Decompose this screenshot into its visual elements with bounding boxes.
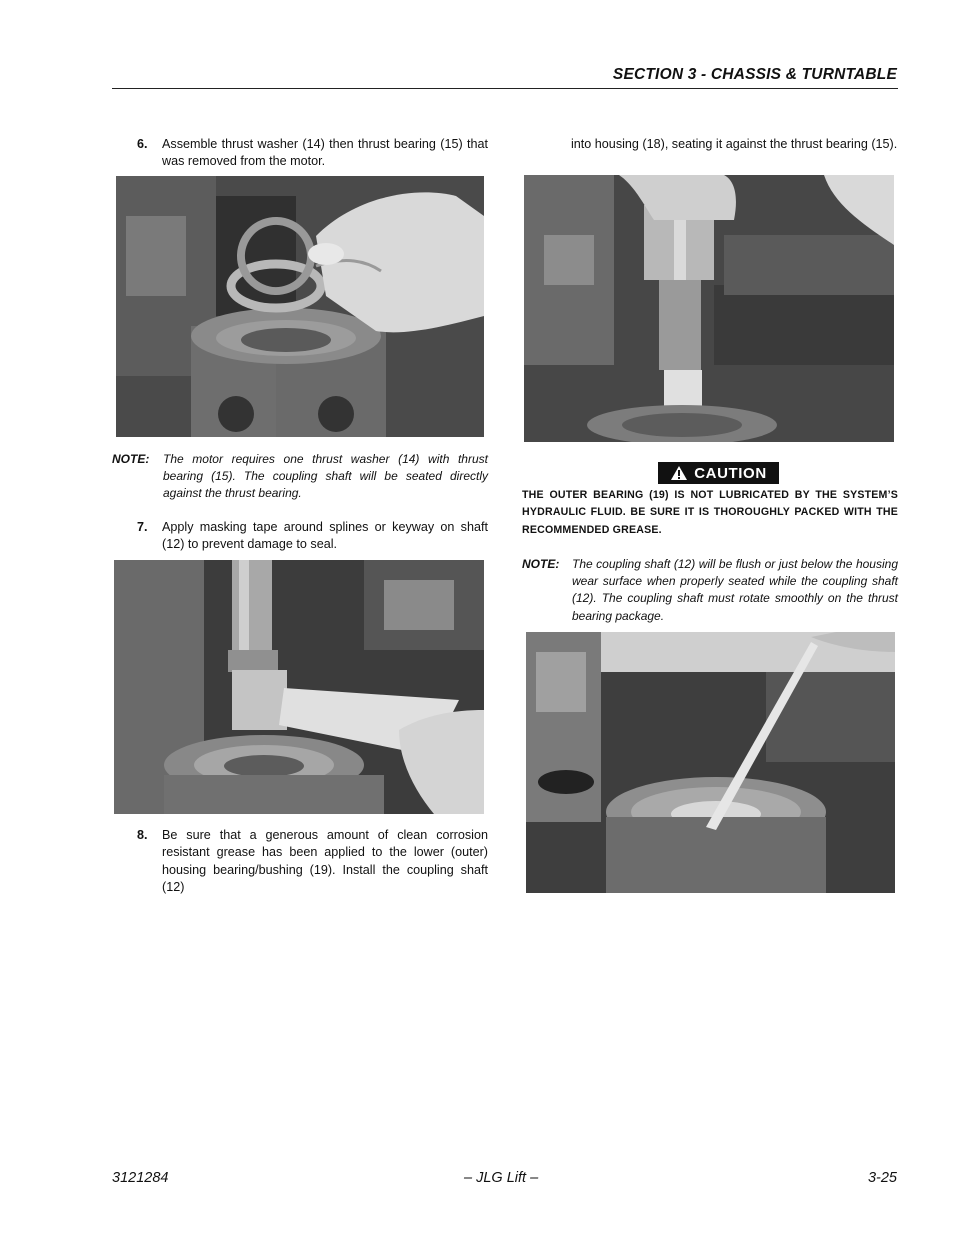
- header-rule: [112, 88, 898, 89]
- note-2-label: NOTE:: [522, 557, 560, 571]
- warning-triangle-icon: [670, 465, 688, 481]
- footer-page-number: 3-25: [867, 1170, 897, 1186]
- step-6: [137, 136, 488, 171]
- photo-thrust-washer: [116, 176, 484, 437]
- step-8: [137, 827, 488, 896]
- step-6-number: 6.: [137, 137, 148, 151]
- caution-label: CAUTION: [694, 464, 767, 482]
- step-8-continued: into housing (18), seating it against the thrust bearing (15).: [571, 137, 898, 151]
- step-7-text: Apply masking tape around splines or keyway on shaft (12) to prevent damage to seal.: [162, 520, 488, 552]
- photo-coupling-shaft-install: [524, 175, 894, 442]
- step-7-number: 7.: [137, 520, 148, 534]
- note-1-label: NOTE:: [112, 452, 150, 466]
- section-title: SECTION 3 - CHASSIS & TURNTABLE: [612, 66, 897, 83]
- caution-badge: [658, 462, 779, 484]
- photo-masking-tape: [114, 560, 484, 814]
- step-8-number: 8.: [137, 828, 148, 842]
- footer-center: – JLG Lift –: [464, 1170, 539, 1186]
- footer-doc-number: 3121284: [112, 1170, 169, 1186]
- photo-shaft-flush-check: [526, 632, 895, 893]
- step-7: [137, 519, 488, 554]
- note-1-text: The motor requires one thrust washer (14) with thrust bearing (15). The coupling shaft will be seated directly against the thrust bearing.: [163, 452, 488, 501]
- note-2-text: The coupling shaft (12) will be flush or just below the housing wear surface when properly seated while the coupling shaft (12). The coupling shaft must rotate smoothly on the thrust bearing package.: [572, 557, 898, 623]
- caution-text: THE OUTER BEARING (19) IS NOT LUBRICATED BY THE SYSTEM’S HYDRAULIC FLUID. BE SURE IT IS THOROUGHLY PACKED WITH THE RECOMMENDED GREASE.: [522, 489, 898, 536]
- step-6-text: Assemble thrust washer (14) then thrust bearing (15) that was removed from the motor.: [162, 137, 488, 169]
- step-8-text: Be sure that a generous amount of clean corrosion resistant grease has been applied to the lower (outer) housing bearing/bushing (19). Install the coupling shaft (12): [162, 828, 488, 894]
